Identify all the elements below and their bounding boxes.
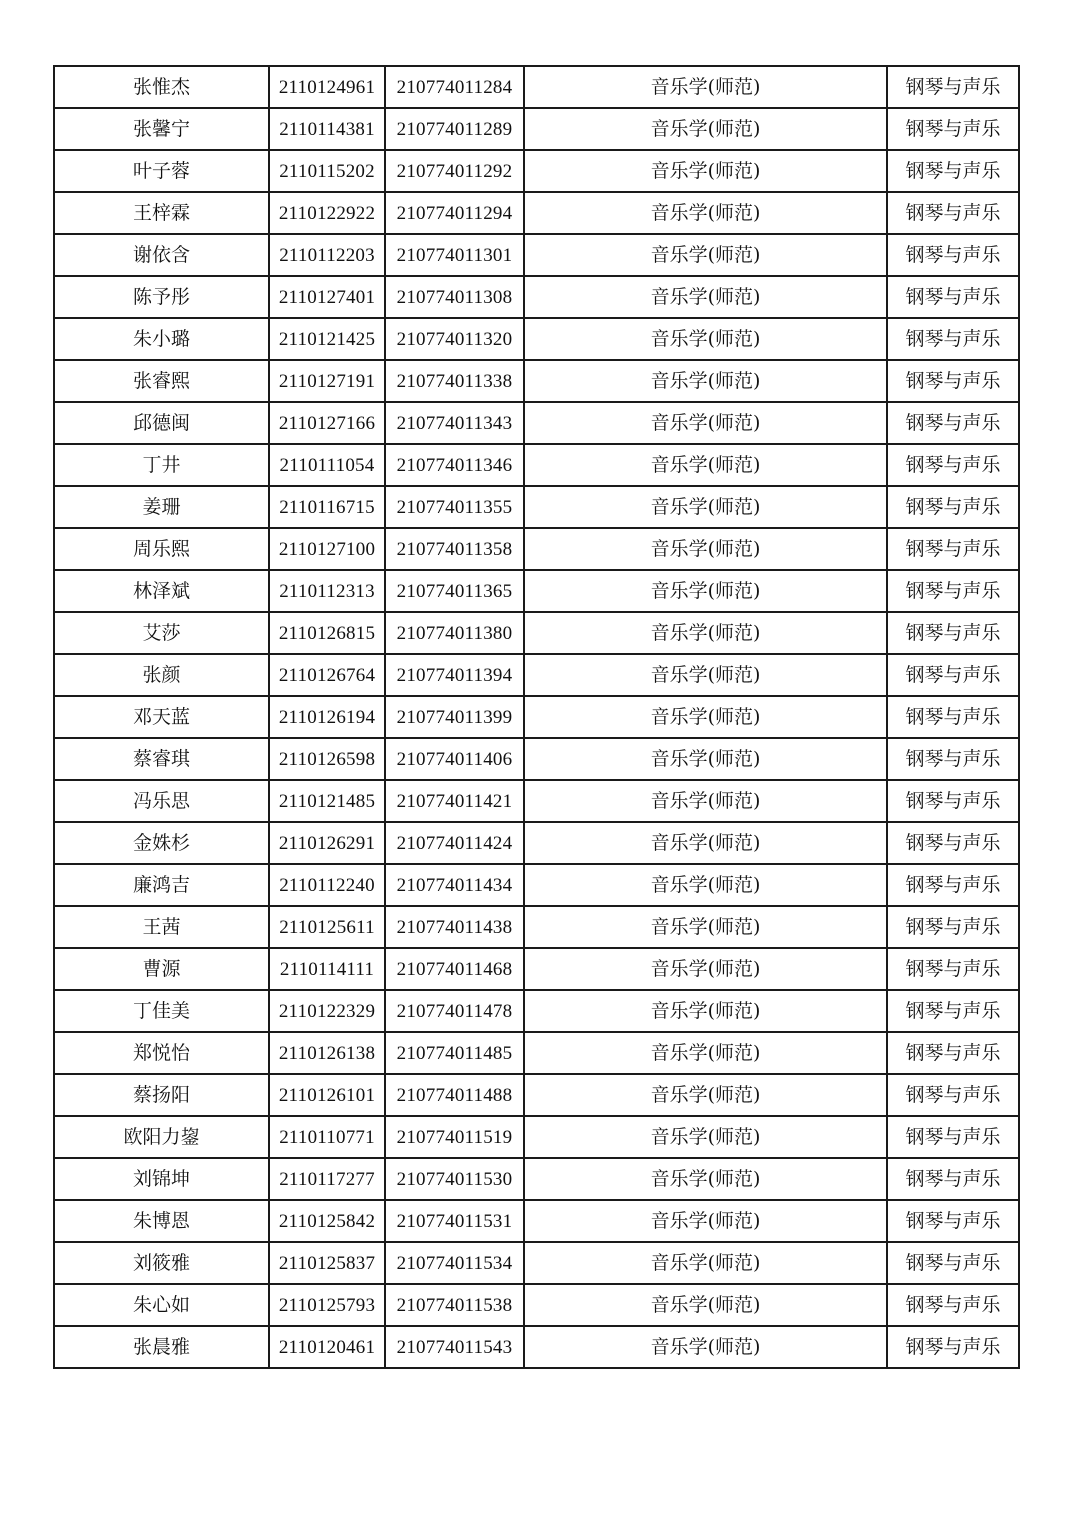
student-name-cell: 金姝杉 [54,822,269,864]
registration-number-cell: 210774011365 [385,570,524,612]
table-row [54,486,1019,528]
major-cell: 音乐学(师范) [524,528,887,570]
exam-number-cell: 2110112203 [269,234,385,276]
table-row [54,1200,1019,1242]
major-cell: 音乐学(师范) [524,738,887,780]
direction-cell: 钢琴与声乐 [887,1200,1019,1242]
table-row [54,150,1019,192]
exam-number-cell: 2110122329 [269,990,385,1032]
major-cell: 音乐学(师范) [524,570,887,612]
direction-cell: 钢琴与声乐 [887,150,1019,192]
exam-number-cell: 2110121485 [269,780,385,822]
table-row [54,822,1019,864]
table-row [54,444,1019,486]
major-cell: 音乐学(师范) [524,990,887,1032]
direction-cell: 钢琴与声乐 [887,948,1019,990]
direction-cell: 钢琴与声乐 [887,1116,1019,1158]
student-name-cell: 艾莎 [54,612,269,654]
registration-number-cell: 210774011534 [385,1242,524,1284]
major-cell: 音乐学(师范) [524,150,887,192]
direction-cell: 钢琴与声乐 [887,402,1019,444]
student-name-cell: 周乐熙 [54,528,269,570]
student-name-cell: 刘锦坤 [54,1158,269,1200]
registration-number-cell: 210774011488 [385,1074,524,1116]
registration-number-cell: 210774011538 [385,1284,524,1326]
admission-list-table [53,65,1020,1369]
student-name-cell: 张馨宁 [54,108,269,150]
student-name-cell: 刘筱雅 [54,1242,269,1284]
registration-number-cell: 210774011289 [385,108,524,150]
student-name-cell: 廉鸿吉 [54,864,269,906]
registration-number-cell: 210774011294 [385,192,524,234]
registration-number-cell: 210774011434 [385,864,524,906]
major-cell: 音乐学(师范) [524,402,887,444]
direction-cell: 钢琴与声乐 [887,1284,1019,1326]
exam-number-cell: 2110116715 [269,486,385,528]
exam-number-cell: 2110126815 [269,612,385,654]
student-name-cell: 邓天蓝 [54,696,269,738]
table-row [54,570,1019,612]
major-cell: 音乐学(师范) [524,822,887,864]
registration-number-cell: 210774011543 [385,1326,524,1368]
exam-number-cell: 2110126598 [269,738,385,780]
student-name-cell: 蔡扬阳 [54,1074,269,1116]
table-row [54,738,1019,780]
exam-number-cell: 2110126101 [269,1074,385,1116]
direction-cell: 钢琴与声乐 [887,1242,1019,1284]
student-name-cell: 欧阳力鋆 [54,1116,269,1158]
direction-cell: 钢琴与声乐 [887,906,1019,948]
registration-number-cell: 210774011292 [385,150,524,192]
student-name-cell: 丁井 [54,444,269,486]
direction-cell: 钢琴与声乐 [887,234,1019,276]
direction-cell: 钢琴与声乐 [887,528,1019,570]
direction-cell: 钢琴与声乐 [887,66,1019,108]
table-row [54,1074,1019,1116]
registration-number-cell: 210774011394 [385,654,524,696]
student-name-cell: 谢依含 [54,234,269,276]
exam-number-cell: 2110127100 [269,528,385,570]
major-cell: 音乐学(师范) [524,360,887,402]
table-row [54,1284,1019,1326]
registration-number-cell: 210774011284 [385,66,524,108]
major-cell: 音乐学(师范) [524,906,887,948]
exam-number-cell: 2110124961 [269,66,385,108]
student-name-cell: 陈予彤 [54,276,269,318]
exam-number-cell: 2110127166 [269,402,385,444]
student-name-cell: 朱心如 [54,1284,269,1326]
table-row [54,1242,1019,1284]
table-row [54,990,1019,1032]
major-cell: 音乐学(师范) [524,66,887,108]
exam-number-cell: 2110126764 [269,654,385,696]
major-cell: 音乐学(师范) [524,444,887,486]
exam-number-cell: 2110125842 [269,1200,385,1242]
student-name-cell: 张颜 [54,654,269,696]
registration-number-cell: 210774011320 [385,318,524,360]
major-cell: 音乐学(师范) [524,864,887,906]
exam-number-cell: 2110127191 [269,360,385,402]
registration-number-cell: 210774011519 [385,1116,524,1158]
exam-number-cell: 2110110771 [269,1116,385,1158]
direction-cell: 钢琴与声乐 [887,486,1019,528]
exam-number-cell: 2110114111 [269,948,385,990]
exam-number-cell: 2110121425 [269,318,385,360]
direction-cell: 钢琴与声乐 [887,276,1019,318]
exam-number-cell: 2110126291 [269,822,385,864]
student-name-cell: 王梓霖 [54,192,269,234]
direction-cell: 钢琴与声乐 [887,360,1019,402]
major-cell: 音乐学(师范) [524,1200,887,1242]
registration-number-cell: 210774011301 [385,234,524,276]
student-name-cell: 邱德闽 [54,402,269,444]
exam-number-cell: 2110125611 [269,906,385,948]
student-name-cell: 叶子蓉 [54,150,269,192]
student-name-cell: 朱小璐 [54,318,269,360]
direction-cell: 钢琴与声乐 [887,822,1019,864]
student-name-cell: 丁佳美 [54,990,269,1032]
table-row [54,780,1019,822]
major-cell: 音乐学(师范) [524,1116,887,1158]
table-row [54,318,1019,360]
major-cell: 音乐学(师范) [524,948,887,990]
table-row [54,1032,1019,1074]
student-name-cell: 张惟杰 [54,66,269,108]
exam-number-cell: 2110112240 [269,864,385,906]
exam-number-cell: 2110126194 [269,696,385,738]
major-cell: 音乐学(师范) [524,486,887,528]
table-row [54,66,1019,108]
exam-number-cell: 2110114381 [269,108,385,150]
major-cell: 音乐学(师范) [524,1242,887,1284]
direction-cell: 钢琴与声乐 [887,1326,1019,1368]
registration-number-cell: 210774011358 [385,528,524,570]
student-name-cell: 林泽斌 [54,570,269,612]
registration-number-cell: 210774011355 [385,486,524,528]
direction-cell: 钢琴与声乐 [887,738,1019,780]
student-name-cell: 曹源 [54,948,269,990]
direction-cell: 钢琴与声乐 [887,108,1019,150]
direction-cell: 钢琴与声乐 [887,1158,1019,1200]
table-row [54,1326,1019,1368]
direction-cell: 钢琴与声乐 [887,192,1019,234]
exam-number-cell: 2110120461 [269,1326,385,1368]
registration-number-cell: 210774011338 [385,360,524,402]
student-name-cell: 张睿熙 [54,360,269,402]
exam-number-cell: 2110115202 [269,150,385,192]
major-cell: 音乐学(师范) [524,318,887,360]
table-row [54,654,1019,696]
registration-number-cell: 210774011531 [385,1200,524,1242]
exam-number-cell: 2110117277 [269,1158,385,1200]
exam-number-cell: 2110112313 [269,570,385,612]
major-cell: 音乐学(师范) [524,192,887,234]
registration-number-cell: 210774011380 [385,612,524,654]
table-row [54,612,1019,654]
major-cell: 音乐学(师范) [524,1074,887,1116]
direction-cell: 钢琴与声乐 [887,444,1019,486]
registration-number-cell: 210774011530 [385,1158,524,1200]
exam-number-cell: 2110125837 [269,1242,385,1284]
registration-number-cell: 210774011424 [385,822,524,864]
direction-cell: 钢琴与声乐 [887,864,1019,906]
student-name-cell: 郑悦怡 [54,1032,269,1074]
registration-number-cell: 210774011421 [385,780,524,822]
table-row [54,906,1019,948]
table-row [54,192,1019,234]
registration-number-cell: 210774011308 [385,276,524,318]
direction-cell: 钢琴与声乐 [887,1074,1019,1116]
major-cell: 音乐学(师范) [524,696,887,738]
major-cell: 音乐学(师范) [524,108,887,150]
exam-number-cell: 2110111054 [269,444,385,486]
major-cell: 音乐学(师范) [524,1326,887,1368]
major-cell: 音乐学(师范) [524,612,887,654]
major-cell: 音乐学(师范) [524,654,887,696]
admission-list-body [54,66,1019,1368]
registration-number-cell: 210774011478 [385,990,524,1032]
table-row [54,864,1019,906]
exam-number-cell: 2110122922 [269,192,385,234]
student-name-cell: 王茜 [54,906,269,948]
table-row [54,234,1019,276]
direction-cell: 钢琴与声乐 [887,696,1019,738]
registration-number-cell: 210774011399 [385,696,524,738]
student-name-cell: 冯乐思 [54,780,269,822]
table-row [54,108,1019,150]
registration-number-cell: 210774011343 [385,402,524,444]
major-cell: 音乐学(师范) [524,1158,887,1200]
direction-cell: 钢琴与声乐 [887,990,1019,1032]
major-cell: 音乐学(师范) [524,234,887,276]
table-row [54,1116,1019,1158]
student-name-cell: 朱博恩 [54,1200,269,1242]
table-row [54,276,1019,318]
major-cell: 音乐学(师范) [524,1284,887,1326]
major-cell: 音乐学(师范) [524,1032,887,1074]
table-row [54,1158,1019,1200]
major-cell: 音乐学(师范) [524,780,887,822]
direction-cell: 钢琴与声乐 [887,318,1019,360]
student-name-cell: 张晨雅 [54,1326,269,1368]
exam-number-cell: 2110125793 [269,1284,385,1326]
major-cell: 音乐学(师范) [524,276,887,318]
direction-cell: 钢琴与声乐 [887,654,1019,696]
registration-number-cell: 210774011438 [385,906,524,948]
student-name-cell: 蔡睿琪 [54,738,269,780]
table-row [54,948,1019,990]
table-row [54,696,1019,738]
direction-cell: 钢琴与声乐 [887,1032,1019,1074]
registration-number-cell: 210774011406 [385,738,524,780]
table-row [54,360,1019,402]
direction-cell: 钢琴与声乐 [887,612,1019,654]
registration-number-cell: 210774011346 [385,444,524,486]
direction-cell: 钢琴与声乐 [887,570,1019,612]
table-row [54,402,1019,444]
registration-number-cell: 210774011485 [385,1032,524,1074]
student-name-cell: 姜珊 [54,486,269,528]
exam-number-cell: 2110127401 [269,276,385,318]
exam-number-cell: 2110126138 [269,1032,385,1074]
table-row [54,528,1019,570]
direction-cell: 钢琴与声乐 [887,780,1019,822]
registration-number-cell: 210774011468 [385,948,524,990]
